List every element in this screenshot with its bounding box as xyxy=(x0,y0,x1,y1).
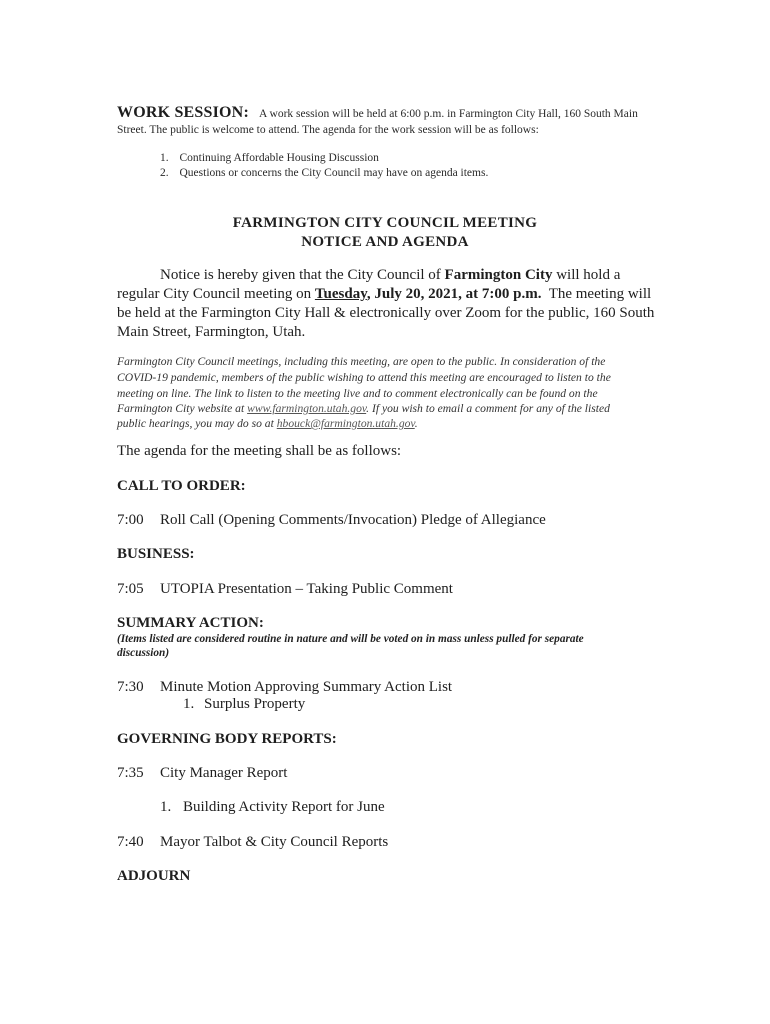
notice-text: Notice is hereby given that the City Council of xyxy=(160,267,445,283)
work-session-line1: A work session will be held at 6:00 p.m. in Farmington City Hall, 160 South Main xyxy=(258,108,638,120)
city-name: Farmington City xyxy=(444,267,553,283)
adjourn-heading: ADJOURN xyxy=(117,868,191,884)
list-number: 2. xyxy=(160,167,169,179)
covid-text: . If you wish to email a comment for any of the listed xyxy=(366,402,610,415)
work-session-label: WORK SESSION: xyxy=(117,104,249,121)
agenda-time: 7:00 xyxy=(117,512,144,528)
summary-action-item xyxy=(117,679,452,696)
notice-line-3: be held at the Farmington City Hall & electronically over Zoom for the public, 160 South xyxy=(117,305,655,321)
notice-text: The meeting will xyxy=(541,286,652,302)
covid-line-3: meeting on line. The link to listen to the meeting live and to comment electronically can be found on the xyxy=(117,387,598,400)
website-link[interactable]: www.farmington.utah.gov xyxy=(247,402,367,415)
list-number: 1. xyxy=(183,696,195,712)
covid-line-2: COVID-19 pandemic, members of the public wishing to attend this meeting are encouraged to listen to the xyxy=(117,371,611,384)
work-session-item-2 xyxy=(160,167,488,179)
list-text: Building Activity Report for June xyxy=(183,799,385,815)
work-session-item-1 xyxy=(160,152,379,164)
business-heading: BUSINESS: xyxy=(117,546,195,562)
list-number: 1. xyxy=(160,799,172,815)
notice-text: regular City Council meeting on xyxy=(117,286,315,302)
list-text: Surplus Property xyxy=(204,696,306,712)
notice-line-2 xyxy=(117,286,651,303)
covid-line-5 xyxy=(117,417,418,430)
summary-action-subitem xyxy=(183,696,305,713)
list-number: 1. xyxy=(160,152,169,164)
governing-item-2 xyxy=(117,834,388,851)
list-text: Questions or concerns the City Council may have on agenda items. xyxy=(179,167,489,179)
meeting-subtitle: NOTICE AND AGENDA xyxy=(301,234,469,250)
email-link[interactable]: hbouck@farmington.utah.gov xyxy=(276,417,415,430)
list-text: Continuing Affordable Housing Discussion xyxy=(179,152,379,164)
summary-action-heading: SUMMARY ACTION: xyxy=(117,615,264,631)
covid-line-4 xyxy=(117,402,610,415)
agenda-time: 7:40 xyxy=(117,834,144,850)
agenda-item-text: City Manager Report xyxy=(160,765,288,781)
governing-item-1 xyxy=(117,765,287,782)
agenda-intro: The agenda for the meeting shall be as follows: xyxy=(117,443,402,459)
covid-line-1: Farmington City Council meetings, including this meeting, are open to the public. In consideration of the xyxy=(117,355,606,368)
agenda-item-text: Mayor Talbot & City Council Reports xyxy=(160,834,389,850)
meeting-day: Tuesday xyxy=(314,286,367,302)
notice-line-1 xyxy=(160,267,620,284)
covid-text: Farmington City website at xyxy=(117,402,248,415)
call-to-order-heading: CALL TO ORDER: xyxy=(117,478,246,494)
summary-action-note-1: (Items listed are considered routine in nature and will be voted on in mass unless pulled for separate xyxy=(117,633,584,645)
work-session-line2: Street. The public is welcome to attend. The agenda for the work session will be as follows: xyxy=(117,124,539,136)
summary-action-note-2: discussion) xyxy=(117,647,170,659)
covid-text: . xyxy=(414,417,418,430)
covid-text: public hearings, you may do so at xyxy=(117,417,277,430)
agenda-item-text: UTOPIA Presentation – Taking Public Comment xyxy=(160,581,453,597)
agenda-time: 7:05 xyxy=(117,581,144,597)
agenda-time: 7:30 xyxy=(117,679,144,695)
agenda-item-text: Roll Call (Opening Comments/Invocation) Pledge of Allegiance xyxy=(160,512,546,528)
meeting-title: FARMINGTON CITY COUNCIL MEETING xyxy=(232,215,538,231)
work-session-paragraph xyxy=(117,104,638,122)
call-to-order-item xyxy=(117,512,546,529)
notice-text: will hold a xyxy=(552,267,621,283)
notice-line-4: Main Street, Farmington, Utah. xyxy=(117,324,306,340)
business-item xyxy=(117,581,453,598)
meeting-date: , July 20, 2021, at 7:00 p.m. xyxy=(366,286,542,302)
agenda-time: 7:35 xyxy=(117,765,144,781)
governing-subitem xyxy=(160,799,385,816)
agenda-item-text: Minute Motion Approving Summary Action List xyxy=(160,679,453,695)
governing-body-heading: GOVERNING BODY REPORTS: xyxy=(117,731,337,747)
